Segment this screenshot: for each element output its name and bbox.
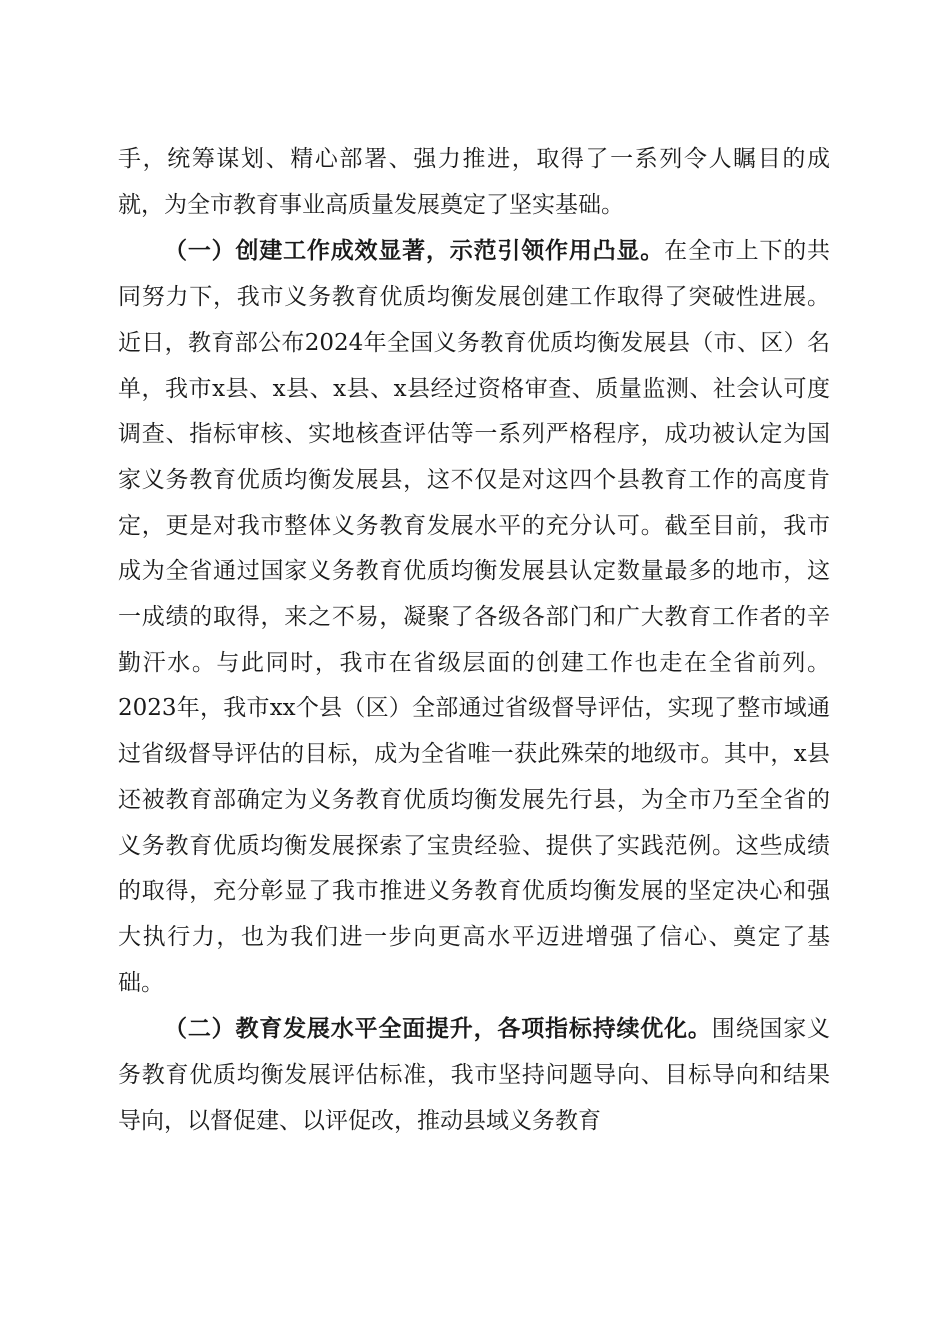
paragraph-text: 手，统筹谋划、精心部署、强力推进，取得了一系列令人瞩目的成就，为全市教育事业高质量发展奠定了坚实基础。	[118, 146, 830, 218]
paragraph-text: 在全市上下的共同努力下，我市义务教育优质均衡发展创建工作取得了突破性进展。近日，教育部公布2024年全国义务教育优质均衡发展县（市、区）名单，我市x县、x县、x县、x县经过资格审查、质量监测、社会认可度调查、指标审核、实地核查评估等一系列严格程序，成功被认定为国家义务教育优质均衡发展县，这不仅是对这四个县教育工作的高度肯定，更是对我市整体义务教育发展水平的充分认可。截至目前，我市成为全省通过国家义务教育优质均衡发展县认定数量最多的地市，这一成绩的取得，来之不易，凝聚了各级各部门和广大教育工作者的辛勤汗水。与此同时，我市在省级层面的创建工作也走在全省前列。2023年，我市xx个县（区）全部通过省级督导评估，实现了整市域通过省级督导评估的目标，成为全省唯一获此殊荣的地级市。其中，x县还被教育部确定为义务教育优质均衡发展先行县，为全市乃至全省的义务教育优质均衡发展探索了宝贵经验、提供了实践范例。这些成绩的取得，充分彰显了我市推进义务教育优质均衡发展的坚定决心和强大执行力，也为我们进一步向更高水平迈进增强了信心、奠定了基础。	[118, 238, 831, 996]
paragraph-text: 围绕国家义务教育优质均衡发展评估标准，我市坚持问题导向、目标导向和结果导向，以督促建、以评促改，推动县域义务教育	[118, 1016, 831, 1134]
section-heading-2: （二）教育发展水平全面提升，各项指标持续优化。	[164, 1015, 712, 1043]
paragraph-section-1	[118, 228, 830, 1006]
paragraph-continuation	[118, 137, 830, 228]
document-page	[118, 137, 830, 1144]
paragraph-section-2	[118, 1006, 830, 1144]
section-heading-1: （一）创建工作成效显著，示范引领作用凸显。	[164, 237, 665, 265]
